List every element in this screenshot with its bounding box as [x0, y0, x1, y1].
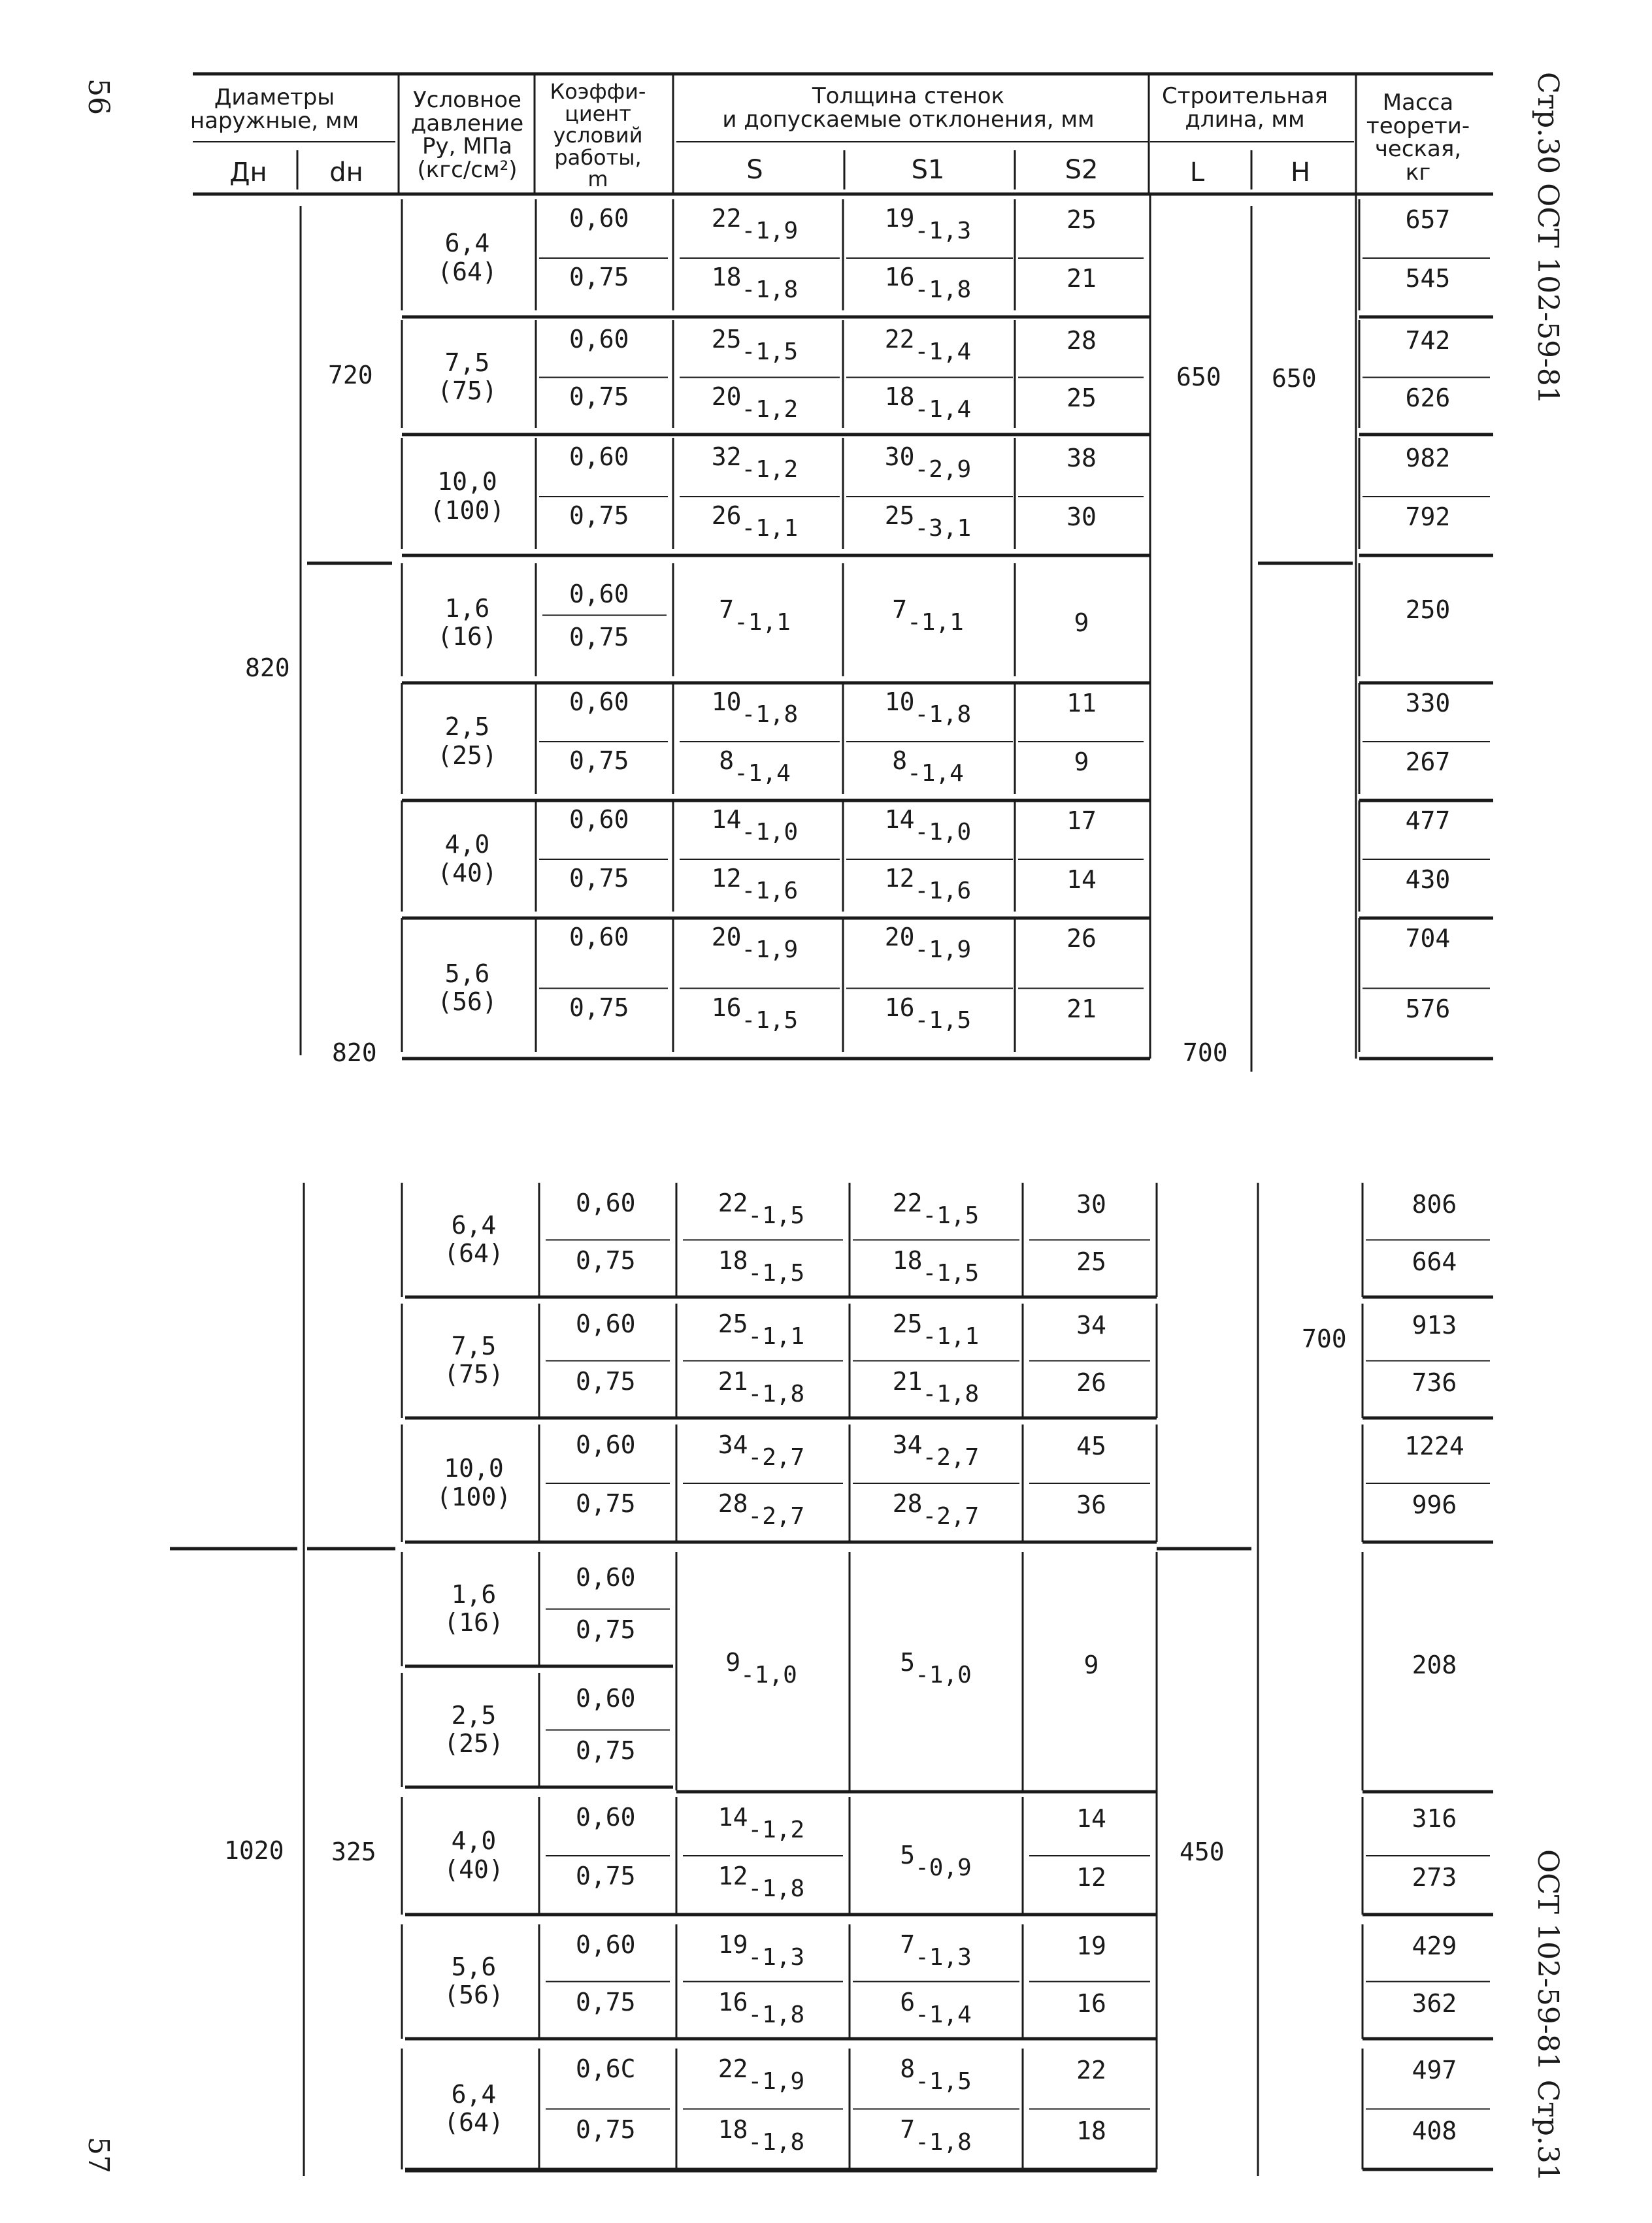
s1-cell: [884, 325, 972, 365]
s1-cell: [892, 1189, 980, 1229]
s2-cell: 21: [1066, 994, 1097, 1023]
pressure-cell: 4,0 (40): [437, 830, 497, 887]
s1-cell-value: 19: [884, 204, 915, 233]
pressure-cell: 4,0 (40): [444, 1826, 504, 1884]
s1-cell: [884, 263, 972, 303]
s1-cell-value: 8: [892, 746, 908, 775]
coef-cell: 0,75: [576, 2115, 636, 2144]
s2-cell: 19: [1076, 1932, 1106, 1960]
s1-cell-tolerance: -1,8: [914, 701, 972, 728]
coef-cell: 0,75: [569, 746, 629, 775]
t2-outer-diameter: 1020: [224, 1836, 284, 1865]
s1-cell: [884, 805, 972, 846]
mass-cell: 250: [1405, 595, 1451, 624]
s1-cell-value: 21: [892, 1366, 923, 1396]
s2-cell: 30: [1066, 502, 1097, 531]
coef-cell: 0,75: [576, 1862, 636, 1890]
s-cell-value: 14: [711, 805, 742, 834]
mass-cell: 408: [1412, 2116, 1457, 2145]
mass-cell: 982: [1405, 444, 1451, 472]
pressure-cell: 6,4 (64): [444, 1210, 504, 1268]
s-cell-value: 25: [718, 1309, 748, 1338]
s-cell: [711, 501, 799, 542]
s-cell-tolerance: -1,0: [740, 1662, 797, 1688]
s-cell-tolerance: -1,2: [741, 456, 799, 483]
pressure-cell: 5,6 (56): [444, 1952, 504, 2010]
s1-cell: [892, 1430, 980, 1471]
s-cell-tolerance: -1,6: [741, 878, 799, 904]
s-cell-value: 18: [718, 2115, 748, 2144]
s1-cell: [892, 1489, 980, 1530]
t2-length-l: 450: [1180, 1837, 1225, 1866]
s1-cell-tolerance: -1,4: [914, 395, 972, 423]
s1-cell: [900, 2054, 972, 2095]
s-cell-tolerance: -1,4: [734, 760, 791, 787]
coef-cell: 0,75: [576, 1366, 636, 1396]
mass-cell: 664: [1412, 1247, 1457, 1276]
header-dh: dн: [329, 157, 363, 188]
s1-cell: [892, 1245, 980, 1287]
coef-cell: 0,75: [569, 501, 629, 530]
s1-cell-value: 20: [884, 923, 915, 951]
s-cell-tolerance: -1,3: [748, 1944, 805, 1971]
s-cell: [718, 1366, 805, 1408]
s-cell: [719, 746, 791, 787]
s1-cell-tolerance: -1,0: [915, 1662, 972, 1688]
s2-cell: 45: [1076, 1432, 1106, 1460]
s-cell: [718, 2054, 805, 2095]
coef-cell: 0,60: [576, 1684, 636, 1713]
page-number-top: 56: [82, 78, 115, 115]
header-s: S: [746, 155, 763, 185]
mass-cell: 362: [1412, 1988, 1457, 2018]
s-cell-value: 16: [718, 1987, 748, 2017]
s1-cell: [892, 1366, 980, 1408]
s2-cell: 26: [1066, 924, 1097, 953]
s-cell-value: 18: [718, 1245, 748, 1275]
s2-cell: 16: [1076, 1988, 1106, 2018]
s1-cell-value: 5: [900, 1648, 916, 1677]
s1-cell-value: 28: [892, 1489, 923, 1518]
s-cell-value: 26: [711, 501, 742, 530]
s2-cell: 21: [1066, 264, 1097, 293]
s2-cell: 30: [1076, 1190, 1106, 1219]
s-cell: [711, 263, 799, 303]
s2-cell: 18: [1076, 2116, 1106, 2145]
s1-cell-tolerance: -1,1: [922, 1323, 980, 1350]
coef-cell: 0,60: [569, 325, 629, 354]
coef-cell: 0,75: [576, 1736, 636, 1765]
coef-cell: 0,60: [576, 1563, 636, 1592]
s-cell-value: 16: [711, 993, 742, 1022]
s-cell-value: 19: [718, 1930, 748, 1959]
s-cell: [725, 1648, 797, 1688]
s2-cell: 9: [1074, 608, 1089, 637]
s-cell-value: 32: [711, 442, 742, 471]
s-cell-tolerance: -1,1: [748, 1323, 805, 1350]
t1-outer-diameter: 820: [245, 653, 290, 682]
s1-cell-value: 8: [900, 2054, 916, 2083]
pressure-cell: 2,5 (25): [437, 712, 497, 770]
page-number-bottom: 57: [82, 2137, 115, 2173]
s2-cell: 28: [1066, 326, 1097, 355]
t1-length-l-b: 700: [1183, 1038, 1228, 1067]
coef-cell: 0,60: [569, 580, 629, 608]
s-cell-value: 28: [718, 1489, 748, 1518]
pressure-cell: 1,6 (16): [444, 1579, 504, 1638]
s-cell-value: 22: [718, 1189, 748, 1217]
s1-cell: [884, 687, 972, 728]
s-cell-value: 22: [718, 2054, 748, 2083]
header-construction-length: Строительная длина, мм: [1161, 83, 1329, 133]
pressure-cell: 1,6 (16): [437, 593, 497, 651]
header-wall-thickness: Толщина стенок и допускаемые отклонения, мм: [722, 83, 1095, 133]
s-cell: [718, 1489, 805, 1530]
s-cell-value: 7: [719, 595, 735, 624]
pressure-cell: 10,0 (100): [429, 467, 505, 525]
s-cell-tolerance: -1,8: [741, 701, 799, 728]
s-cell: [711, 993, 799, 1034]
s-cell: [718, 1803, 805, 1843]
s-cell-tolerance: -1,0: [741, 819, 799, 846]
s-cell-tolerance: -1,8: [741, 276, 799, 303]
mass-cell: 1224: [1404, 1432, 1464, 1460]
s1-cell-value: 16: [884, 993, 915, 1022]
s-cell: [718, 1430, 805, 1471]
s1-cell-value: 5: [900, 1841, 916, 1869]
mass-cell: 626: [1405, 383, 1451, 412]
mass-cell: 316: [1412, 1804, 1457, 1833]
s1-cell-tolerance: -1,3: [914, 218, 972, 244]
s-cell: [711, 442, 799, 483]
s-cell-tolerance: -1,5: [741, 1006, 799, 1034]
s2-cell: 9: [1083, 1651, 1099, 1679]
coef-cell: 0,75: [576, 1615, 636, 1644]
coef-cell: 0,6C: [576, 2054, 636, 2083]
s2-cell: 14: [1066, 865, 1097, 894]
coef-cell: 0,60: [569, 687, 629, 716]
side-label-bottom: ОСТ 102-59-81 Стр.31: [1531, 1849, 1564, 2182]
s-cell: [711, 382, 799, 423]
mass-cell: 576: [1405, 994, 1451, 1023]
coef-cell: 0,60: [576, 1189, 636, 1217]
s1-cell-tolerance: -1,1: [907, 608, 964, 636]
s-cell-value: 21: [718, 1366, 748, 1396]
coef-cell: 0,60: [576, 1309, 636, 1338]
coef-cell: 0,60: [569, 923, 629, 951]
s1-cell-value: 7: [892, 595, 908, 624]
s1-cell: [892, 1309, 980, 1350]
coef-cell: 0,75: [576, 1489, 636, 1518]
s1-cell: [900, 1648, 972, 1688]
s1-cell-tolerance: -1,8: [915, 2128, 972, 2156]
mass-cell: 742: [1405, 326, 1451, 355]
mass-cell: 913: [1412, 1311, 1457, 1340]
s-cell-tolerance: -2,7: [748, 1444, 805, 1471]
s-cell-tolerance: -1,8: [748, 1875, 805, 1902]
s2-cell: 11: [1066, 689, 1097, 717]
pressure-cell: 6,4 (64): [437, 229, 497, 286]
s2-cell: 25: [1066, 205, 1097, 234]
s1-cell-tolerance: -3,1: [914, 515, 972, 542]
mass-cell: 736: [1412, 1368, 1457, 1397]
s1-cell-value: 25: [892, 1309, 923, 1338]
s1-cell-value: 22: [892, 1189, 923, 1217]
coef-cell: 0,60: [576, 1803, 636, 1832]
s1-cell: [884, 501, 972, 542]
mass-cell: 273: [1412, 1863, 1457, 1892]
s1-cell: [900, 2115, 972, 2156]
s1-cell-tolerance: -1,5: [922, 1259, 980, 1287]
s-cell: [718, 1930, 805, 1971]
s1-cell-tolerance: -1,4: [914, 338, 972, 365]
header-diameters: Диаметры наружные, мм: [190, 84, 359, 134]
t1-inner-diameter-a: 720: [328, 361, 373, 389]
s-cell: [711, 687, 799, 728]
s1-cell-tolerance: -1,8: [914, 276, 972, 303]
mass-cell: 806: [1412, 1190, 1457, 1219]
mass-cell: 545: [1405, 264, 1451, 293]
s1-cell: [900, 1930, 972, 1971]
s1-cell-value: 18: [884, 382, 915, 411]
t2-length-h: 700: [1302, 1325, 1347, 1353]
mass-cell: 792: [1405, 502, 1451, 531]
header-l: L: [1189, 157, 1205, 188]
s-cell: [711, 923, 799, 963]
header-h: H: [1290, 157, 1311, 188]
s-cell-value: 10: [711, 687, 742, 716]
s-cell-value: 14: [718, 1803, 748, 1832]
s1-cell-tolerance: -1,5: [922, 1202, 980, 1229]
mass-cell: 996: [1412, 1490, 1457, 1519]
s-cell-value: 20: [711, 923, 742, 951]
s-cell-tolerance: -1,5: [748, 1202, 805, 1229]
s1-cell-tolerance: -1,0: [914, 819, 972, 846]
s2-cell: 14: [1076, 1804, 1106, 1833]
coef-cell: 0,60: [569, 442, 629, 471]
header-s1: S1: [911, 155, 945, 185]
t1-inner-diameter-b: 820: [332, 1038, 377, 1067]
pressure-cell: 5,6 (56): [437, 959, 497, 1017]
s-cell: [718, 1245, 805, 1287]
s1-cell-tolerance: -1,9: [914, 936, 972, 963]
s1-cell-tolerance: -2,7: [922, 1503, 980, 1530]
s1-cell-value: 16: [884, 263, 915, 291]
s-cell: [718, 1189, 805, 1229]
s-cell-tolerance: -2,7: [748, 1503, 805, 1530]
s2-cell: 22: [1076, 2056, 1106, 2084]
s-cell-value: 18: [711, 263, 742, 291]
s-cell: [711, 204, 799, 244]
s-cell-value: 9: [725, 1648, 741, 1677]
coef-cell: 0,60: [569, 204, 629, 233]
s1-cell-value: 25: [884, 501, 915, 530]
s-cell-tolerance: -1,2: [748, 1817, 805, 1843]
s1-cell-tolerance: -1,5: [914, 1006, 972, 1034]
pressure-cell: 10,0 (100): [436, 1454, 512, 1511]
s-cell: [718, 1862, 805, 1902]
s-cell-value: 25: [711, 325, 742, 354]
s2-cell: 25: [1066, 383, 1097, 412]
s1-cell-value: 6: [900, 1987, 916, 2017]
s2-cell: 25: [1076, 1247, 1106, 1276]
mass-cell: 208: [1412, 1651, 1457, 1679]
coef-cell: 0,60: [569, 805, 629, 834]
t1-length-l-a: 650: [1176, 363, 1221, 391]
s1-cell: [900, 1987, 972, 2028]
s-cell-tolerance: -1,1: [741, 515, 799, 542]
coef-cell: 0,60: [576, 1430, 636, 1459]
s-cell-value: 12: [718, 1862, 748, 1890]
s2-cell: 38: [1066, 444, 1097, 472]
s1-cell: [884, 442, 972, 483]
s-cell-tolerance: -1,8: [748, 1380, 805, 1408]
s-cell-value: 22: [711, 204, 742, 233]
s-cell-value: 34: [718, 1430, 748, 1459]
mass-cell: 430: [1405, 865, 1451, 894]
pressure-cell: 2,5 (25): [444, 1700, 504, 1758]
s1-cell-tolerance: -1,4: [915, 2001, 972, 2028]
s1-cell: [884, 204, 972, 244]
s1-cell-value: 34: [892, 1430, 923, 1459]
s-cell: [718, 2115, 805, 2156]
s1-cell-tolerance: -1,3: [915, 1944, 972, 1971]
coef-cell: 0,75: [569, 263, 629, 291]
s2-cell: 34: [1076, 1311, 1106, 1340]
s1-cell: [884, 923, 972, 963]
s1-cell-value: 30: [884, 442, 915, 471]
s-cell-tolerance: -1,5: [741, 338, 799, 365]
s-cell-value: 12: [711, 864, 742, 893]
s-cell: [718, 1309, 805, 1350]
s1-cell-tolerance: -1,6: [914, 878, 972, 904]
s-cell: [711, 805, 799, 846]
mass-cell: 704: [1405, 924, 1451, 953]
s1-cell-value: 14: [884, 805, 915, 834]
s-cell-tolerance: -1,8: [748, 2128, 805, 2156]
s1-cell-tolerance: -0,9: [915, 1854, 972, 1881]
s-cell: [711, 325, 799, 365]
s2-cell: 12: [1076, 1863, 1106, 1892]
s1-cell-tolerance: -1,4: [907, 760, 964, 787]
s-cell-tolerance: -1,2: [741, 395, 799, 423]
pressure-cell: 7,5 (75): [437, 348, 497, 406]
s1-cell-tolerance: -1,5: [915, 2068, 972, 2095]
header-dn: Дн: [229, 157, 267, 188]
s-cell-tolerance: -1,5: [748, 1259, 805, 1287]
s1-cell-tolerance: -2,7: [922, 1444, 980, 1471]
t2-inner-diameter: 325: [331, 1837, 376, 1866]
s1-cell: [884, 993, 972, 1034]
coef-cell: 0,75: [576, 1987, 636, 2017]
side-label-top: Стр.30 ОСТ 102-59-81: [1531, 72, 1564, 404]
s2-cell: 17: [1066, 806, 1097, 835]
coef-cell: 0,75: [569, 993, 629, 1022]
s1-cell-value: 7: [900, 2115, 916, 2144]
mass-cell: 497: [1412, 2056, 1457, 2084]
header-coefficient: Коэффи- циент условий работы, m: [550, 79, 646, 192]
s1-cell-value: 18: [892, 1245, 923, 1275]
coef-cell: 0,75: [569, 864, 629, 893]
s-cell-tolerance: -1,1: [734, 608, 791, 636]
s-cell: [711, 864, 799, 904]
mass-cell: 330: [1405, 689, 1451, 717]
s1-cell: [884, 864, 972, 904]
pressure-cell: 7,5 (75): [444, 1331, 504, 1389]
s1-cell-value: 10: [884, 687, 915, 716]
s1-cell: [892, 746, 964, 787]
s-cell: [718, 1987, 805, 2028]
s1-cell-tolerance: -2,9: [914, 456, 972, 483]
s-cell: [719, 595, 791, 636]
mass-cell: 267: [1405, 748, 1451, 776]
coef-cell: 0,60: [576, 1930, 636, 1959]
s1-cell-value: 12: [884, 864, 915, 893]
s1-cell: [892, 595, 964, 636]
s1-cell: [884, 382, 972, 423]
s1-cell-tolerance: -1,8: [922, 1380, 980, 1408]
s2-cell: 36: [1076, 1490, 1106, 1519]
s-cell-value: 8: [719, 746, 735, 775]
coef-cell: 0,75: [569, 622, 629, 651]
t1-length-h-a: 650: [1272, 364, 1317, 393]
coef-cell: 0,75: [576, 1245, 636, 1275]
s2-cell: 26: [1076, 1368, 1106, 1397]
s-cell-tolerance: -1,9: [748, 2068, 805, 2095]
mass-cell: 477: [1405, 806, 1451, 835]
mass-cell: 429: [1412, 1932, 1457, 1960]
pressure-cell: 6,4 (64): [444, 2079, 504, 2137]
header-s2: S2: [1065, 155, 1099, 185]
s-cell-value: 20: [711, 382, 742, 411]
s1-cell-value: 22: [884, 325, 915, 354]
s1-cell: [900, 1841, 972, 1881]
s2-cell: 9: [1074, 748, 1089, 776]
coef-cell: 0,75: [569, 382, 629, 411]
s-cell-tolerance: -1,9: [741, 936, 799, 963]
header-pressure: Условное давление Pу, МПа (кгс/см²): [410, 87, 524, 184]
header-mass: Масса теорети- ческая, кг: [1366, 90, 1470, 186]
s-cell-tolerance: -1,9: [741, 218, 799, 244]
s-cell-tolerance: -1,8: [748, 2001, 805, 2028]
mass-cell: 657: [1405, 205, 1451, 234]
s1-cell-value: 7: [900, 1930, 916, 1959]
